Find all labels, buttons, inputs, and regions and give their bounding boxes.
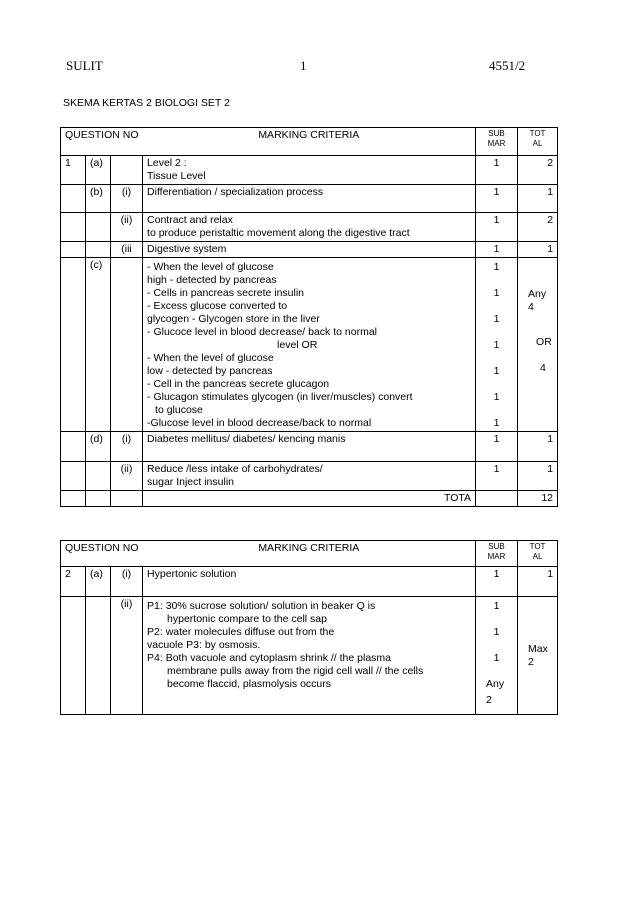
header-page-number: 1 bbox=[300, 58, 307, 73]
sub-mark: 1 bbox=[476, 242, 518, 258]
part-label: (a) bbox=[86, 567, 111, 597]
total-mark: 2 bbox=[518, 156, 558, 185]
question-1-table bbox=[60, 127, 558, 507]
table-row bbox=[61, 156, 558, 185]
total-mark: 1 bbox=[518, 185, 558, 213]
question-number: 2 bbox=[61, 567, 86, 597]
total-mark: 2 bbox=[518, 213, 558, 242]
marking-criteria-header: MARKING CRITERIA bbox=[143, 541, 476, 567]
sub-mark: 1 bbox=[476, 567, 518, 597]
table-row bbox=[61, 242, 558, 258]
criteria-text: Digestive system bbox=[143, 242, 476, 258]
sub-mark: 1 bbox=[476, 432, 518, 462]
table-row bbox=[61, 567, 558, 597]
table-row bbox=[61, 597, 558, 715]
part-label: (b) bbox=[86, 185, 111, 213]
question-no-header: QUESTION NO bbox=[61, 541, 143, 567]
total-mark: 1 bbox=[518, 567, 558, 597]
total-value: 12 bbox=[518, 491, 558, 507]
total-marks-header: TOT AL bbox=[518, 128, 558, 156]
document-title: SKEMA KERTAS 2 BIOLOGI SET 2 bbox=[63, 97, 230, 109]
total-mark: Max 2 bbox=[518, 597, 558, 715]
sub-part-label: (ii) bbox=[111, 213, 143, 242]
table-header-row bbox=[61, 541, 558, 567]
sub-mark: 1 bbox=[476, 185, 518, 213]
question-2-table bbox=[60, 540, 558, 715]
criteria-text: P1: 30% sucrose solution/ solution in beaker Q is hypertonic compare to the cell sap P2: water molecules diffuse out from the vacuole P3: by osmosis. P4: Both vacuole and cytoplasm shrink // the plasma membrane pulls away from the rigid cell wall // the cells become flaccid, plasmolysis occurs bbox=[143, 597, 476, 715]
total-marks-header: TOT AL bbox=[518, 541, 558, 567]
total-mark: 1 bbox=[518, 432, 558, 462]
sub-part-label: (ii) bbox=[111, 462, 143, 491]
sub-part-label: (i) bbox=[111, 185, 143, 213]
criteria-text: Differentiation / specialization process bbox=[143, 185, 476, 213]
part-label: (a) bbox=[86, 156, 111, 185]
criteria-text: Diabetes mellitus/ diabetes/ kencing manis bbox=[143, 432, 476, 462]
criteria-text: Hypertonic solution bbox=[143, 567, 476, 597]
criteria-text: Level 2 : Tissue Level bbox=[143, 156, 476, 185]
total-label: TOTA bbox=[143, 491, 476, 507]
question-no-header: QUESTION NO bbox=[61, 128, 143, 156]
table-row bbox=[61, 258, 558, 432]
sub-part-label: (ii) bbox=[111, 597, 143, 715]
criteria-text: - When the level of glucose high - detected by pancreas - Cells in pancreas secrete insulin - Excess glucose converted to glycogen - Glycogen store in the liver - Glucoce level in blood decrease/ back to normal level OR - When the level of glucose low - detected by pancreas - Cell in the pancreas secrete glucagon - Glucagon stimulates glycogen (in liver/muscles) convert to glucose -Glucose level in blood decrease/back to normal bbox=[143, 258, 476, 432]
table-row bbox=[61, 462, 558, 491]
criteria-text: Contract and relax to produce peristaltic movement along the digestive tract bbox=[143, 213, 476, 242]
marking-criteria-header: MARKING CRITERIA bbox=[143, 128, 476, 156]
sub-part-label: (iii bbox=[111, 242, 143, 258]
total-row bbox=[61, 491, 558, 507]
header-left: SULIT bbox=[66, 58, 103, 73]
sub-part-label: (i) bbox=[111, 432, 143, 462]
sub-mark: 1 1 1 Any 2 bbox=[476, 597, 518, 715]
sub-mark: 1 bbox=[476, 213, 518, 242]
sub-marks-header: SUB MAR bbox=[476, 541, 518, 567]
table-row bbox=[61, 213, 558, 242]
sub-marks-header: SUB MAR bbox=[476, 128, 518, 156]
part-label: (d) bbox=[86, 432, 111, 462]
total-mark: Any 4 OR 4 bbox=[518, 258, 558, 432]
total-mark: 1 bbox=[518, 462, 558, 491]
sub-mark: 1 bbox=[476, 156, 518, 185]
table-row bbox=[61, 432, 558, 462]
table-header-row bbox=[61, 128, 558, 156]
header-right: 4551/2 bbox=[489, 58, 526, 73]
part-label: (c) bbox=[86, 258, 111, 432]
total-mark: 1 bbox=[518, 242, 558, 258]
table-row bbox=[61, 185, 558, 213]
question-number: 1 bbox=[61, 156, 86, 185]
sub-part-label: (i) bbox=[111, 567, 143, 597]
sub-mark: 1 1 1 1 1 1 1 bbox=[476, 258, 518, 432]
sub-mark: 1 bbox=[476, 462, 518, 491]
criteria-text: Reduce /less intake of carbohydrates/ sugar Inject insulin bbox=[143, 462, 476, 491]
